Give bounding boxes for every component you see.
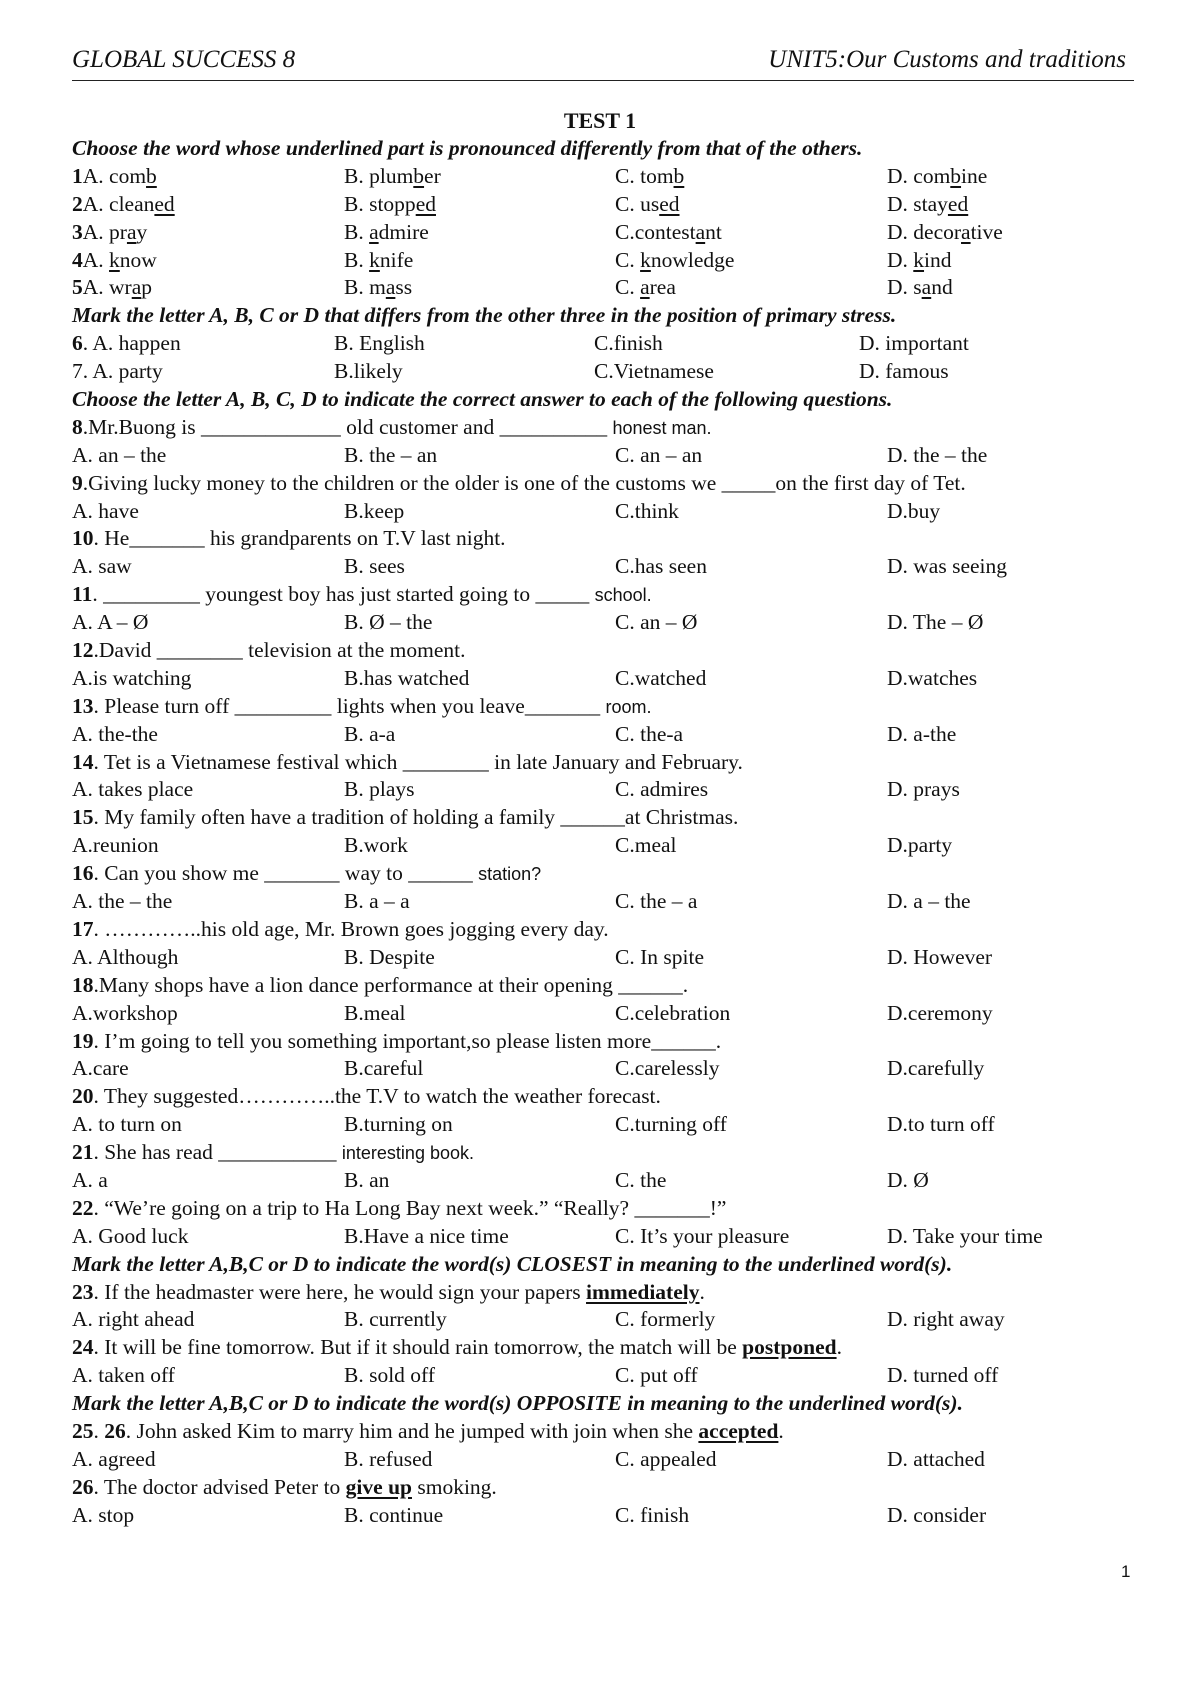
question-1: [72, 163, 1134, 191]
option-a[interactable]: A. taken off: [72, 1363, 175, 1388]
option-b[interactable]: B. currently: [344, 1307, 447, 1332]
question-12-stem: 12.David ________ television at the moment.: [72, 638, 466, 663]
option-a[interactable]: A. a: [72, 1167, 108, 1192]
option-b[interactable]: B. the – an: [344, 442, 438, 467]
option-c[interactable]: C.think: [615, 498, 679, 523]
option-d[interactable]: D.ceremony: [887, 1000, 993, 1025]
option-c[interactable]: C. an – an: [615, 442, 703, 467]
question-25-options: [72, 1446, 1134, 1474]
option-b[interactable]: B.careful: [344, 1056, 424, 1081]
option-c[interactable]: C.watched: [615, 665, 707, 690]
question-10-options: [72, 553, 1134, 581]
option-a[interactable]: A. right ahead: [72, 1307, 195, 1332]
option-b[interactable]: B.Have a nice time: [344, 1223, 509, 1248]
option-a[interactable]: A. the – the: [72, 889, 173, 914]
option-d[interactable]: D. prays: [887, 777, 960, 802]
option-d[interactable]: D.party: [887, 833, 953, 858]
option-b[interactable]: B. Despite: [344, 944, 435, 969]
option-b[interactable]: B. Ø – the: [344, 610, 433, 635]
option-b[interactable]: B.keep: [344, 498, 405, 523]
option-d[interactable]: D. combine: [887, 163, 988, 188]
question-20-stem: 20. They suggested…………..the T.V to watch the weather forecast.: [72, 1084, 661, 1109]
option-a[interactable]: A. saw: [72, 554, 132, 579]
option-b[interactable]: B. a-a: [344, 721, 396, 746]
option-c[interactable]: C. admires: [615, 777, 709, 802]
option-b[interactable]: B. admire: [344, 219, 429, 244]
option-d[interactable]: D.carefully: [887, 1056, 985, 1081]
section-instruction-grammar: Choose the letter A, B, C, D to indicate the correct answer to each of the following questions.: [72, 387, 893, 412]
option-c[interactable]: C.finish: [594, 331, 663, 356]
question-23-stem: 23. If the headmaster were here, he would sign your papers immediately.: [72, 1279, 705, 1304]
option-a[interactable]: 5A. wrap: [72, 275, 153, 300]
option-d[interactable]: D. consider: [887, 1502, 987, 1527]
option-d[interactable]: D. turned off: [887, 1363, 999, 1388]
option-b[interactable]: B. plumber: [344, 163, 441, 188]
question-24-stem: 24. It will be fine tomorrow. But if it should rain tomorrow, the match will be postponed.: [72, 1335, 842, 1360]
option-a[interactable]: 3A. pray: [72, 219, 148, 244]
option-a[interactable]: 2A. cleaned: [72, 191, 175, 216]
option-a[interactable]: A. takes place: [72, 777, 194, 802]
option-b[interactable]: B. knife: [344, 247, 414, 272]
question-21-options: [72, 1167, 1134, 1195]
option-a[interactable]: A. the-the: [72, 721, 158, 746]
option-d[interactable]: D. the – the: [887, 442, 988, 467]
question-14-options: [72, 776, 1134, 804]
question-16-stem: 16. Can you show me _______ way to ______ station?: [72, 861, 542, 886]
option-d[interactable]: D. sand: [887, 275, 953, 300]
option-b[interactable]: B. continue: [344, 1502, 444, 1527]
question-10-stem: 10. He_______ his grandparents on T.V last night.: [72, 526, 506, 551]
option-a[interactable]: 7. A. party: [72, 359, 163, 384]
option-d[interactable]: D. decorative: [887, 219, 1003, 244]
option-b[interactable]: B.turning on: [344, 1112, 453, 1137]
option-b[interactable]: B. a – a: [344, 889, 410, 914]
option-a[interactable]: A.care: [72, 1056, 129, 1081]
question-11-options: [72, 609, 1134, 637]
option-a[interactable]: 1A. comb: [72, 163, 157, 188]
option-a[interactable]: A. to turn on: [72, 1112, 182, 1137]
question-14-stem: 14. Tet is a Vietnamese festival which ________ in late January and February.: [72, 749, 743, 774]
section-instruction-pronunciation: Choose the word whose underlined part is pronounced differently from that of the others.: [72, 136, 863, 160]
option-c[interactable]: C.celebration: [615, 1000, 731, 1025]
question-9-options: [72, 498, 1134, 526]
option-a[interactable]: A.is watching: [72, 665, 192, 690]
test-title: TEST 1: [563, 108, 637, 133]
page-header: [72, 44, 1134, 81]
option-b[interactable]: B. English: [334, 331, 425, 356]
question-9-stem: 9.Giving lucky money to the children or the older is one of the customs we _____on the first day of Tet.: [72, 470, 966, 495]
question-15-stem: 15. My family often have a tradition of holding a family ______at Christmas.: [72, 805, 739, 830]
question-18-stem: 18.Many shops have a lion dance performance at their opening ______.: [72, 972, 689, 997]
section-instruction-opposite: Mark the letter A,B,C or D to indicate the word(s) OPPOSITE in meaning to the underlined word(s).: [72, 1391, 963, 1416]
option-a[interactable]: A. Good luck: [72, 1223, 189, 1248]
option-c[interactable]: C.contestant: [615, 219, 722, 244]
section-instruction-closest: Mark the letter A,B,C or D to indicate the word(s) CLOSEST in meaning to the underlined word(s).: [72, 1251, 953, 1276]
option-b[interactable]: B. an: [344, 1167, 390, 1192]
question-16-options: [72, 888, 1134, 916]
question-13-stem: 13. Please turn off _________ lights when you leave_______ room.: [72, 693, 652, 718]
option-c[interactable]: C. appealed: [615, 1446, 717, 1471]
option-c[interactable]: C.has seen: [615, 554, 707, 579]
question-6: [72, 330, 1134, 358]
option-c[interactable]: C. the: [615, 1167, 667, 1192]
option-d[interactable]: D. However: [887, 944, 993, 969]
question-25-stem: 25. 26. John asked Kim to marry him and he jumped with join when she accepted.: [72, 1418, 784, 1443]
option-a[interactable]: A. stop: [72, 1502, 135, 1527]
question-12-options: [72, 665, 1134, 693]
test-content: [72, 135, 1134, 1530]
option-c[interactable]: C. tomb: [615, 163, 685, 188]
option-b[interactable]: B. plays: [344, 777, 415, 802]
question-22-stem: 22. “We’re going on a trip to Ha Long Bay next week.” “Really? _______!”: [72, 1195, 727, 1220]
option-c[interactable]: C. used: [615, 191, 680, 216]
option-b[interactable]: B. sold off: [344, 1363, 435, 1388]
header-unit-title: UNIT5:Our Customs and traditions: [768, 46, 1126, 73]
question-5: [72, 274, 1134, 302]
option-d[interactable]: D. Take your time: [887, 1223, 1043, 1248]
option-d[interactable]: D. right away: [887, 1307, 1005, 1332]
option-c[interactable]: C. area: [615, 275, 676, 300]
question-23-options: [72, 1306, 1134, 1334]
option-d[interactable]: D.to turn off: [887, 1112, 995, 1137]
option-c[interactable]: C.carelessly: [615, 1056, 720, 1081]
question-19-options: [72, 1055, 1134, 1083]
option-b[interactable]: B. sees: [344, 554, 405, 579]
question-21-stem: 21. She has read ___________ interesting book.: [72, 1140, 474, 1165]
option-a[interactable]: 6. A. happen: [72, 331, 181, 356]
option-c[interactable]: C. the-a: [615, 721, 684, 746]
option-a[interactable]: A. have: [72, 498, 139, 523]
option-b[interactable]: B. mass: [344, 275, 413, 300]
question-20-options: [72, 1111, 1134, 1139]
question-18-options: [72, 1000, 1134, 1028]
option-a[interactable]: A. A – Ø: [72, 610, 149, 635]
question-17-stem: 17. …………..his old age, Mr. Brown goes jogging every day.: [72, 916, 609, 941]
section-instruction-stress: Mark the letter A, B, C or D that differs from the other three in the position of primary stress.: [72, 303, 897, 328]
question-11-stem: 11. _________ youngest boy has just started going to _____ school.: [72, 582, 652, 607]
option-d[interactable]: D.buy: [887, 498, 941, 523]
option-c[interactable]: C. knowledge: [615, 247, 735, 272]
option-c[interactable]: C. It’s your pleasure: [615, 1223, 790, 1248]
option-d[interactable]: D. stayed: [887, 191, 969, 216]
question-19-stem: 19. I’m going to tell you something important,so please listen more______.: [72, 1028, 722, 1053]
question-26-options: [72, 1502, 1134, 1530]
option-d[interactable]: D. kind: [887, 247, 952, 272]
question-3: [72, 219, 1134, 247]
option-c[interactable]: C. In spite: [615, 944, 704, 969]
question-2: [72, 191, 1134, 219]
option-c[interactable]: C.Vietnamese: [594, 359, 714, 384]
option-b[interactable]: B.likely: [334, 359, 403, 384]
question-24-options: [72, 1362, 1134, 1390]
option-a[interactable]: A.workshop: [72, 1000, 178, 1025]
option-d[interactable]: D. was seeing: [887, 554, 1008, 579]
option-c[interactable]: C. put off: [615, 1363, 698, 1388]
question-17-options: [72, 944, 1134, 972]
option-d[interactable]: D. famous: [859, 359, 949, 384]
page-number: 1: [1121, 1562, 1131, 1581]
question-13-options: [72, 721, 1134, 749]
header-book-title: GLOBAL SUCCESS 8: [72, 46, 296, 73]
question-8-stem: 8.Mr.Buong is _____________ old customer and __________ honest man.: [72, 414, 712, 439]
option-a[interactable]: A. an – the: [72, 442, 167, 467]
option-b[interactable]: B.work: [344, 833, 408, 858]
option-d[interactable]: D. a – the: [887, 889, 971, 914]
option-d[interactable]: D. important: [859, 331, 969, 356]
question-22-options: [72, 1223, 1134, 1251]
option-b[interactable]: B.has watched: [344, 665, 470, 690]
option-a[interactable]: 4A. know: [72, 247, 157, 272]
option-c[interactable]: C. finish: [615, 1502, 690, 1527]
option-a[interactable]: A. Although: [72, 944, 179, 969]
question-15-options: [72, 832, 1134, 860]
option-c[interactable]: C. an – Ø: [615, 610, 698, 635]
option-c[interactable]: C.meal: [615, 833, 677, 858]
question-26-stem: 26. The doctor advised Peter to give up smoking.: [72, 1474, 497, 1499]
option-b[interactable]: B. stopped: [344, 191, 436, 216]
option-c[interactable]: C. the – a: [615, 889, 698, 914]
option-d[interactable]: D. attached: [887, 1446, 985, 1471]
option-d[interactable]: D. Ø: [887, 1167, 929, 1192]
option-b[interactable]: B.meal: [344, 1000, 406, 1025]
option-a[interactable]: A. agreed: [72, 1446, 156, 1471]
option-d[interactable]: D. The – Ø: [887, 610, 984, 635]
option-c[interactable]: C.turning off: [615, 1112, 727, 1137]
option-c[interactable]: C. formerly: [615, 1307, 716, 1332]
question-8-options: [72, 442, 1134, 470]
question-7: [72, 358, 1134, 386]
option-a[interactable]: A.reunion: [72, 833, 159, 858]
option-d[interactable]: D. a-the: [887, 721, 957, 746]
option-b[interactable]: B. refused: [344, 1446, 433, 1471]
question-4: [72, 247, 1134, 275]
option-d[interactable]: D.watches: [887, 665, 978, 690]
